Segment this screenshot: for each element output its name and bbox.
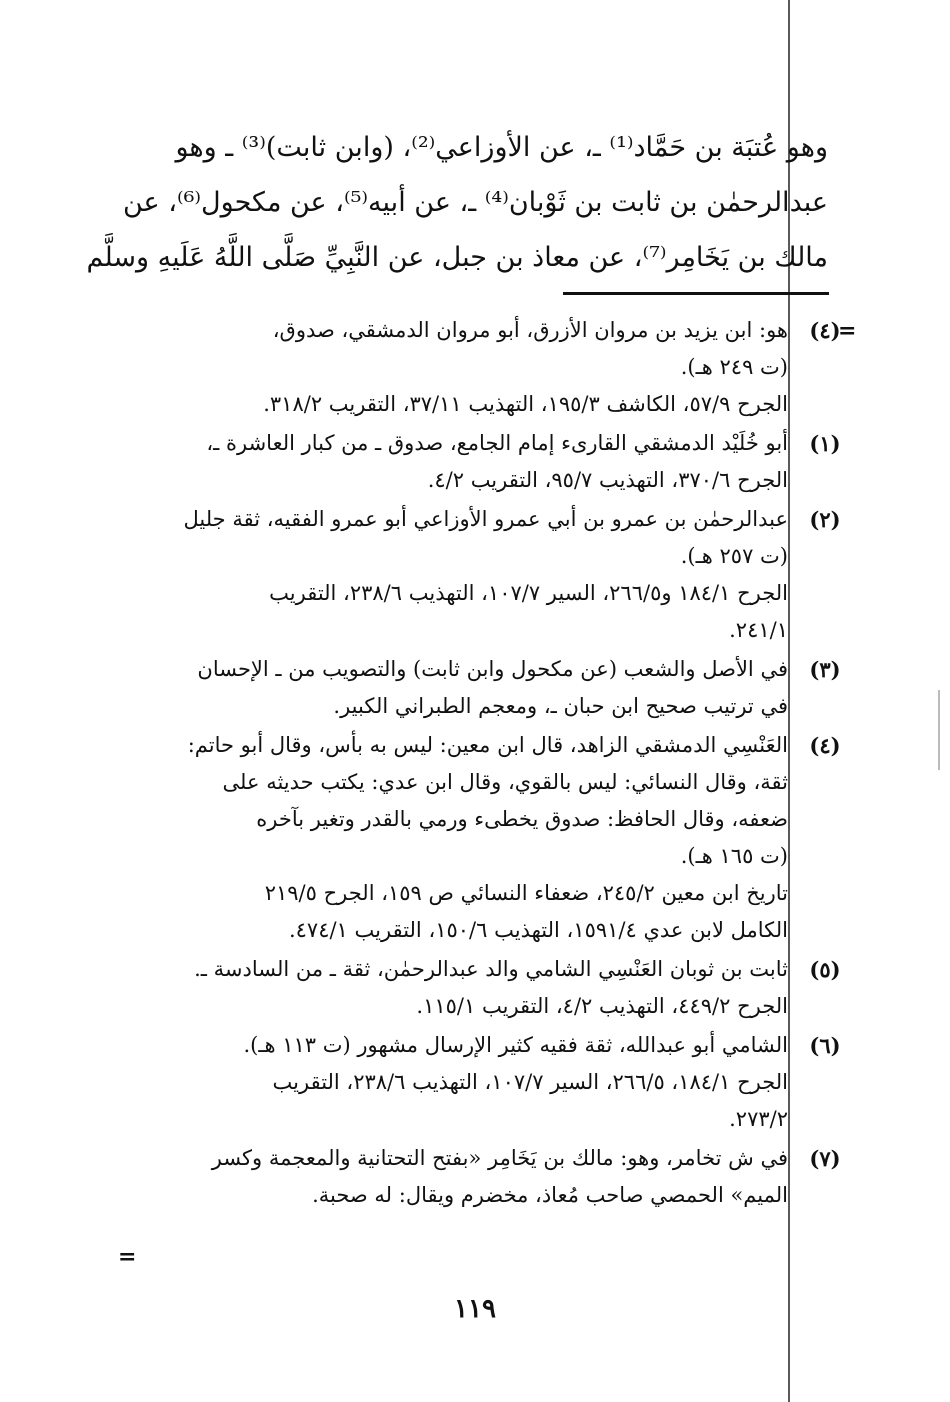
footnote bbox=[138, 951, 848, 1025]
footnote-text: (ت ٢٥٧ هـ). bbox=[680, 544, 788, 568]
footnote-text: ثقة، وقال النسائي: ليس بالقوي، وقال ابن عدي: يكتب حديثه على bbox=[222, 770, 788, 794]
footnote-text: الميم» الحمصي صاحب مُعاذ، مخضرم ويقال: له صحبة. bbox=[312, 1183, 788, 1207]
footnote-references: الجرح ٥٧/٩، الكاشف ١٩٥/٣، التهذيب ٣٧/١١، التقريب ٣١٨/٢. bbox=[263, 392, 788, 416]
footnote-references: الجرح ١٨٤/١ و٢٦٦/٥، السير ١٠٧/٧، التهذيب ٢٣٨/٦، التقريب bbox=[269, 581, 788, 605]
main-text-line: عبدالرحمٰن بن ثابت بن ثَوْبان⁽⁴⁾ ـ، عن أبيه⁽⁵⁾، عن مكحول⁽⁶⁾، عن bbox=[122, 187, 828, 218]
footnote bbox=[138, 312, 848, 423]
footnote-number: (٣) bbox=[809, 657, 841, 682]
main-text bbox=[86, 120, 828, 285]
footnote-text: الجرح ٣٧٠/٦، التهذيب ٩٥/٧، التقريب ٤/٢. bbox=[427, 468, 788, 492]
page-number: ١١٩ bbox=[454, 1294, 496, 1324]
main-text-line: وهو عُتبَة بن حَمَّاد⁽¹⁾ ـ، عن الأوزاعي⁽²⁾، (وابن ثابت)⁽³⁾ ـ وهو bbox=[175, 132, 828, 163]
footnote-number: (٤) bbox=[809, 733, 841, 758]
continuation-mark-bottom: = bbox=[118, 1244, 137, 1270]
footnote-number: (١) bbox=[809, 431, 841, 456]
scan-edge-mark bbox=[938, 690, 940, 770]
footnote-references: الكامل لابن عدي ١٥٩١/٤، التهذيب ١٥٠/٦، التقريب ٤٧٤/١. bbox=[288, 918, 788, 942]
footnote-number: (٥) bbox=[809, 957, 841, 982]
footnote-text: أبو خُلَيْد الدمشقي القارىء إمام الجامع، صدوق ـ من كبار العاشرة ـ، bbox=[206, 431, 788, 455]
footnote-references: ٢٤١/١. bbox=[729, 618, 788, 642]
footnote bbox=[138, 425, 848, 499]
footnote bbox=[138, 501, 848, 649]
footnote-text: الجرح ٤٤٩/٢، التهذيب ٤/٢، التقريب ١١٥/١. bbox=[416, 994, 788, 1018]
footnote-text: في الأصل والشعب (عن مكحول وابن ثابت) والتصويب من ـ الإحسان bbox=[197, 657, 788, 681]
footnote-references: ٢٧٣/٢. bbox=[729, 1107, 788, 1131]
footnote-text: (ت ٢٤٩ هـ). bbox=[680, 355, 788, 379]
footnotes bbox=[138, 312, 848, 1216]
footnote-text: العَنْسِي الدمشقي الزاهد، قال ابن معين: ليس به بأس، وقال أبو حاتم: bbox=[187, 733, 788, 757]
footnote-references: تاريخ ابن معين ٢٤٥/٢، ضعفاء النسائي ص ١٥٩، الجرح ٢١٩/٥ bbox=[264, 881, 788, 905]
continuation-mark-top: = bbox=[838, 318, 857, 344]
footnote-text: الشامي أبو عبدالله، ثقة فقيه كثير الإرسال مشهور (ت ١١٣ هـ). bbox=[243, 1033, 788, 1057]
footnote bbox=[138, 1027, 848, 1138]
footnote bbox=[138, 727, 848, 949]
footnote-text: ثابت بن ثوبان العَنْسِي الشامي والد عبدالرحمٰن، ثقة ـ من السادسة ـ. bbox=[194, 957, 788, 981]
footnote-text: عبدالرحمٰن بن عمرو بن أبي عمرو الأوزاعي أبو عمرو الفقيه، ثقة جليل bbox=[183, 507, 788, 531]
footnote-number: (٤) bbox=[809, 318, 841, 343]
footnote bbox=[138, 1140, 848, 1214]
footnote-number: (٢) bbox=[809, 507, 841, 532]
footnote bbox=[138, 651, 848, 725]
main-text-line: مالك بن يَخَامِر⁽⁷⁾، عن معاذ بن جبل، عن النَّبِيِّ صَلَّى اللَّهُ عَلَيهِ وسلَّم bbox=[86, 242, 828, 273]
footnote-text: هو: ابن يزيد بن مروان الأزرق، أبو مروان الدمشقي، صدوق، bbox=[272, 318, 788, 342]
footnote-text: ضعفه، وقال الحافظ: صدوق يخطىء ورمي بالقدر وتغير بآخره bbox=[256, 807, 788, 831]
footnote-number: (٦) bbox=[809, 1033, 841, 1058]
footnote-number: (٧) bbox=[809, 1146, 841, 1171]
footnote-text: في ش تخامر، وهو: مالك بن يَخَامِر «بفتح التحتانية والمعجمة وكسر bbox=[211, 1146, 788, 1170]
footnote-text: في ترتيب صحيح ابن حبان ـ، ومعجم الطبراني الكبير. bbox=[333, 694, 788, 718]
footnote-separator bbox=[563, 292, 829, 295]
footnote-text: (ت ١٦٥ هـ). bbox=[680, 844, 788, 868]
footnote-references: الجرح ١٨٤/١، ٢٦٦/٥، السير ١٠٧/٧، التهذيب ٢٣٨/٦، التقريب bbox=[272, 1070, 788, 1094]
